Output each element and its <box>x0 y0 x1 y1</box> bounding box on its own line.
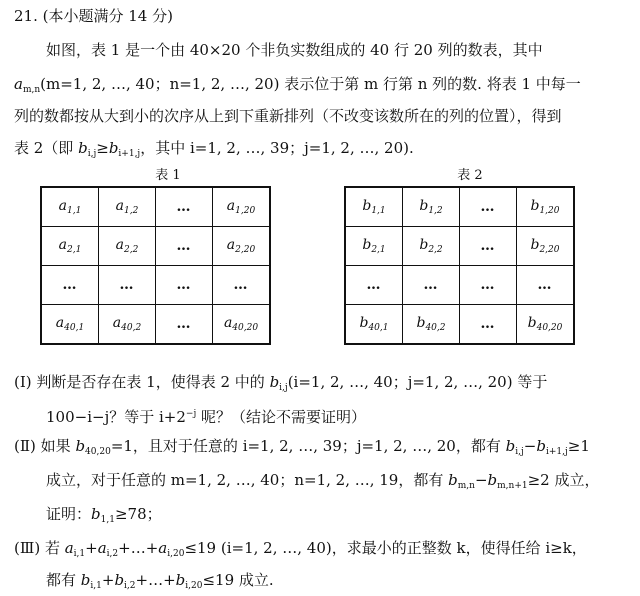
table-cell: … <box>460 227 517 266</box>
table-cell: … <box>345 266 403 305</box>
intro-line-2: $a_{m,n}(m=1$, 2, …, 40；n=1, 2, …, 20) 表示位于第 m 行第 n 列的数. 将表 1 中每一 <box>14 75 581 95</box>
table-cell: $a_{2,1}$ <box>41 227 99 266</box>
table-cell: … <box>156 266 213 305</box>
part1-line-2: 100−i−j？等于 $i+2^{-j}$ 呢？（结论不需要证明） <box>46 408 367 426</box>
table-row <box>41 227 270 266</box>
table-cell: $a_{2,20}$ <box>213 227 271 266</box>
table-row <box>41 266 270 305</box>
table-cell: … <box>460 305 517 345</box>
table-row <box>345 187 574 227</box>
table-cell: $b_{40,2}$ <box>403 305 460 345</box>
table-cell: $a_{40,1}$ <box>41 305 99 345</box>
part2-line-1: (Ⅱ) 如果 $b_{40,20}=1$，且对于任意的 i=1, 2, …, 39；j=1, 2, …, 20，都有 $b_{i,j}-b_{i+1,j}\ge 1$ <box>14 437 590 457</box>
part3-line-2: 都有 $b_{i,1}+b_{i,2}+\dots+b_{i,20}\le 19$ 成立. <box>46 571 274 591</box>
table-cell: $a_{40,2}$ <box>99 305 156 345</box>
table-cell: … <box>156 187 213 227</box>
table-row <box>41 305 270 345</box>
table-cell: … <box>156 305 213 345</box>
part3-line-1: (Ⅲ) 若 $a_{i,1}+a_{i,2}+\dots+a_{i,20}\le 19$ (i=1, 2, …, 40)，求最小的正整数 k，使得任给 i≥k， <box>14 539 587 559</box>
table-cell: $b_{40,1}$ <box>345 305 403 345</box>
table-cell: $b_{2,2}$ <box>403 227 460 266</box>
table-cell: … <box>41 266 99 305</box>
table-cell: … <box>156 227 213 266</box>
table-cell: $b_{2,20}$ <box>517 227 575 266</box>
table-cell: $a_{1,2}$ <box>99 187 156 227</box>
table-cell: $a_{40,20}$ <box>213 305 271 345</box>
table-row <box>345 305 574 345</box>
table-1 <box>40 186 271 345</box>
intro-line-1: 如图，表 1 是一个由 40×20 个非负实数组成的 40 行 20 列的数表，其中 <box>46 41 543 59</box>
table-row <box>345 266 574 305</box>
table-cell: … <box>460 266 517 305</box>
part1-line-1: (Ⅰ) 判断是否存在表 1，使得表 2 中的 $b_{i,j}(i=1$, 2, …, 40；j=1, 2, …, 20) 等于 <box>14 373 548 393</box>
table-cell: $b_{1,2}$ <box>403 187 460 227</box>
table-row <box>41 187 270 227</box>
table1-caption: 表 1 <box>155 168 181 183</box>
part2-line-3: 证明：$b_{1,1}\ge 78$； <box>46 505 162 525</box>
table2-caption: 表 2 <box>457 168 483 183</box>
intro-line-3: 列的数都按从大到小的次序从上到下重新排列（不改变该数所在的列的位置），得到 <box>14 107 562 125</box>
table-row <box>345 227 574 266</box>
table-cell: $b_{1,1}$ <box>345 187 403 227</box>
table-cell: $a_{1,20}$ <box>213 187 271 227</box>
table-cell: … <box>403 266 460 305</box>
table-2 <box>344 186 575 345</box>
table-cell: $a_{2,2}$ <box>99 227 156 266</box>
table-cell: … <box>99 266 156 305</box>
table-cell: … <box>213 266 271 305</box>
intro-line-4: 表 2（即 $b_{i,j}\ge b_{i+1,j}$，其中 i=1, 2, …, 39；j=1, 2, …, 20). <box>14 139 414 159</box>
part2-line-2: 成立，对于任意的 m=1, 2, …, 40；n=1, 2, …, 19，都有 $b_{m,n}-b_{m,n+1}\ge 2$ 成立， <box>46 471 600 491</box>
table-cell: $b_{40,20}$ <box>517 305 575 345</box>
table-cell: $b_{2,1}$ <box>345 227 403 266</box>
table-cell: … <box>460 187 517 227</box>
table-cell: $a_{1,1}$ <box>41 187 99 227</box>
table-cell: $b_{1,20}$ <box>517 187 575 227</box>
problem-header: 21. (本小题满分 14 分) <box>14 7 173 25</box>
table-cell: … <box>517 266 575 305</box>
